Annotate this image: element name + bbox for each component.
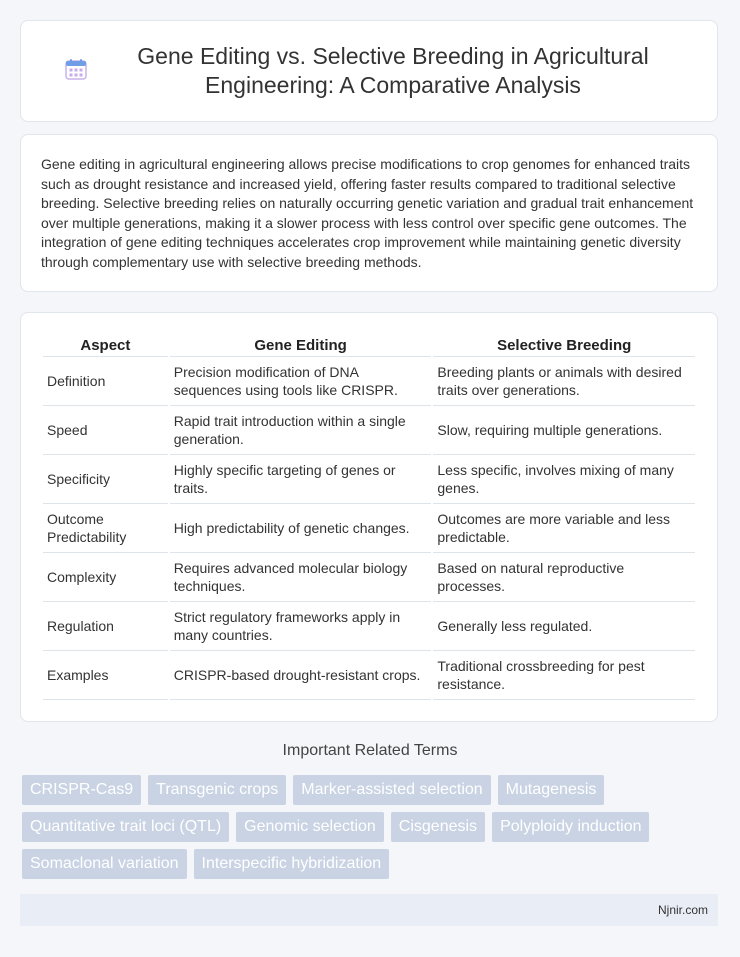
- term-tag[interactable]: Somaclonal variation: [22, 849, 187, 879]
- term-tag[interactable]: CRISPR-Cas9: [22, 775, 141, 805]
- row-aspect: Examples: [43, 651, 168, 700]
- row-aspect: Definition: [43, 357, 168, 406]
- footer-site-link[interactable]: Njnir.com: [657, 903, 708, 917]
- row-aspect: Outcome Predictability: [43, 504, 168, 553]
- row-gene-editing: Rapid trait introduction within a single generation.: [170, 406, 432, 455]
- title-card: [20, 20, 718, 122]
- table-header-row: [43, 331, 695, 357]
- table-row: [43, 602, 695, 651]
- row-selective-breeding: Generally less regulated.: [433, 602, 695, 651]
- row-selective-breeding: Slow, requiring multiple generations.: [433, 406, 695, 455]
- term-tag[interactable]: Polyploidy induction: [492, 812, 649, 842]
- term-tag[interactable]: Quantitative trait loci (QTL): [22, 812, 229, 842]
- related-terms-heading: Important Related Terms: [282, 742, 458, 759]
- row-aspect: Speed: [43, 406, 168, 455]
- footer: [20, 894, 718, 926]
- row-aspect: Specificity: [43, 455, 168, 504]
- table-row: [43, 651, 695, 700]
- term-tag[interactable]: Interspecific hybridization: [194, 849, 390, 879]
- row-gene-editing: High predictability of genetic changes.: [170, 504, 432, 553]
- row-aspect: Regulation: [43, 602, 168, 651]
- row-selective-breeding: Traditional crossbreeding for pest resistance.: [433, 651, 695, 700]
- page-title: Gene Editing vs. Selective Breeding in Agricultural Engineering: A Comparative Analysis: [137, 43, 649, 98]
- table-row: [43, 406, 695, 455]
- row-aspect: Complexity: [43, 553, 168, 602]
- row-selective-breeding: Outcomes are more variable and less predictable.: [433, 504, 695, 553]
- table-row: [43, 553, 695, 602]
- term-tag[interactable]: Cisgenesis: [391, 812, 485, 842]
- comparison-table: [41, 331, 697, 700]
- related-terms-list: [22, 775, 712, 879]
- header-aspect: Aspect: [43, 331, 168, 357]
- table-row: [43, 357, 695, 406]
- intro-paragraph: Gene editing in agricultural engineering allows precise modifications to crop genomes for enhanced traits such as drought resistance and increased yield, offering faster results compared to traditional selective breeding. Selective breeding relies on naturally occurring genetic variation and gradual trait enhancement over multiple generations, making it a slower process with less control over specific gene outcomes. The integration of gene editing techniques accelerates crop improvement while maintaining genetic diversity through complementary use with selective breeding methods.: [41, 156, 694, 270]
- intro-card: [20, 134, 718, 292]
- row-gene-editing: CRISPR-based drought-resistant crops.: [170, 651, 432, 700]
- row-gene-editing: Requires advanced molecular biology techniques.: [170, 553, 432, 602]
- row-gene-editing: Highly specific targeting of genes or traits.: [170, 455, 432, 504]
- term-tag[interactable]: Marker-assisted selection: [293, 775, 490, 805]
- term-tag[interactable]: Transgenic crops: [148, 775, 286, 805]
- row-selective-breeding: Based on natural reproductive processes.: [433, 553, 695, 602]
- row-selective-breeding: Breeding plants or animals with desired traits over generations.: [433, 357, 695, 406]
- row-gene-editing: Strict regulatory frameworks apply in many countries.: [170, 602, 432, 651]
- row-gene-editing: Precision modification of DNA sequences using tools like CRISPR.: [170, 357, 432, 406]
- comparison-table-card: [20, 312, 718, 722]
- term-tag[interactable]: Mutagenesis: [498, 775, 605, 805]
- calendar-icon: [65, 58, 87, 80]
- table-row: [43, 504, 695, 553]
- header-gene-editing: Gene Editing: [170, 331, 432, 357]
- row-selective-breeding: Less specific, involves mixing of many genes.: [433, 455, 695, 504]
- header-selective-breeding: Selective Breeding: [433, 331, 695, 357]
- table-row: [43, 455, 695, 504]
- term-tag[interactable]: Genomic selection: [236, 812, 384, 842]
